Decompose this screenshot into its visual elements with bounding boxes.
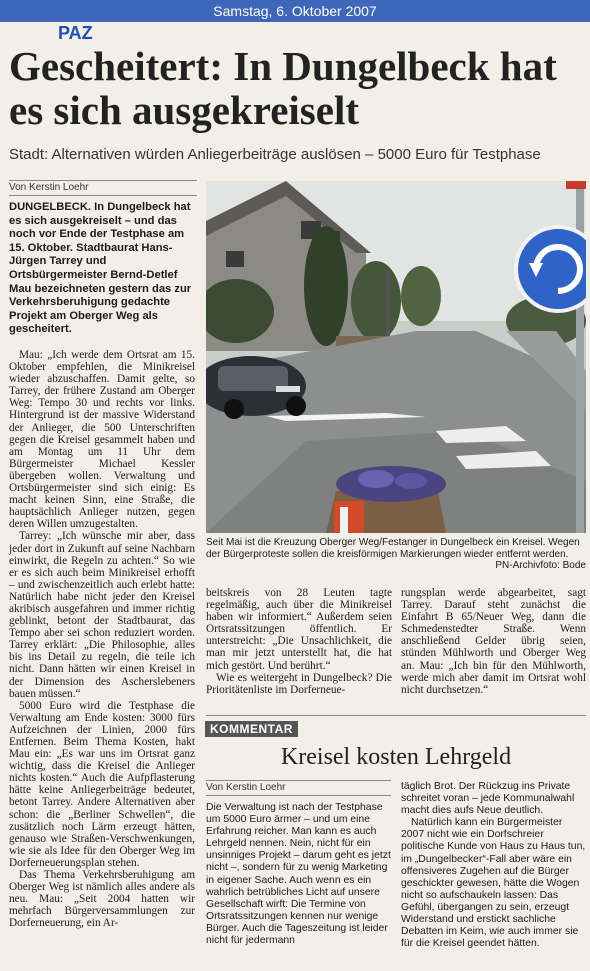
kommentar-paragraph: Die Verwaltung ist nach der Testphase um 5000 Euro ärmer – und um eine Erfahrung reicher. Man kann es auch Lehrgeld nennen. Nein, nicht für ein unsinniges Projekt – darum geht es jetzt nicht –, sondern für zu wenig Marketing in eigener Sache. Auch wenn es ein wahrlich betrübliches Licht auf unsere Gesellschaft wirft: Die Termine von Ortsratssitzungen kennen nur wenige Bürger. Auch die Tageszeitung ist leider nicht für jedermann (206, 802, 391, 947)
kommentar-label: KOMMENTAR (205, 721, 298, 737)
kommentar-title: Kreisel kosten Lehrgeld (280, 744, 512, 770)
headline: Gescheitert: In Dungelbeck hat es sich ausgekreiselt (9, 43, 557, 133)
kommentar-column-2 (401, 781, 586, 950)
kommentar-byline-rule-bottom (206, 795, 391, 796)
lead-paragraph: DUNGELBECK. In Dungelbeck hat es sich ausgekreiselt – und das noch vor Ende der Testphase am 15. Oktober. Stadtbaurat Hans-Jürgen Tarrey und Ortsbürgermeister Bernd-Detlef Mau bezeichneten gestern das zur Verkehrsberuhigung gedachte Projekt am Oberger Weg als gescheitert. (9, 201, 192, 336)
article-paragraph: Mau: „Ich werde dem Ortsrat am 15. Oktober empfehlen, die Minikreisel wieder abzuschaffen. Damit gelte, so Tarrey, der frühere Zustand am Oberger Weg: Tempo 30 und rechts vor links. Hintergrund ist der massive Widerstand der Anlieger, die 500 Unterschriften gegen die Kreisel gesammelt haben und am Montag um 11 Uhr dem Bürgermeister Michael Kessler übergeben wollen. Verwaltung und Ortsbürgermeister sind sich einig: Es macht keinen Sinn, eine Straße, die hauptsächlich Anlieger nutzen, gegen deren Willen umzugestalten. (9, 349, 195, 531)
byline-rule-bottom (9, 195, 197, 196)
date-bar: Samstag, 6. Oktober 2007 (0, 0, 590, 22)
kommentar-paragraph: Natürlich kann ein Bürgermeister 2007 nicht wie ein Dorfschreier politische Kunde von Haus zu Haus tun, im „Dungelbecker“-Fall aber wäre ein offensiveres Zugehen auf die Bürger geschickter gewesen, hätte die Wogen nicht so aufschaukeln lassen: Das Gefühl, übergangen zu sein, erzeugt Widerstand und erstickt sachliche Debatten im Keim, wie auch immer sie für die Kreisel geendet hätten. (401, 817, 586, 950)
photo-credit: PN-Archivfoto: Bode (495, 560, 586, 572)
article-paragraph: beitskreis von 28 Leuten tagte regelmäßig, auch über die Minikreisel haben wir informiert.“ Außerdem seien Ortsratssitzungen öffentlich. Er unterstreicht: „Die Unsachlichkeit, die man mir jetzt unterstellt hat, die hat mich gestört. Und berührt.“ (206, 587, 392, 672)
article-paragraph: rungsplan werde abgearbeitet, sagt Tarrey. Darauf steht zunächst die Einfahrt B 65/Neuer Weg, dann die Schmedenstedter Straße. Wenn anschließend Gelder übrig seien, stünden Mühlworth und Oberger Weg an. Mau: „Ich bin für den Mühlworth, werde mich aber damit im Ortsrat wohl nicht durchsetzen.“ (401, 587, 586, 696)
article-paragraph: Das Thema Verkehrsberuhigung am Oberger Weg ist nämlich alles andere als neu. Mau: „Seit 2004 hatten wir mehrfach Bürgerversammlungen zur Dorferneuerung, ein Ar- (9, 869, 195, 930)
roundabout-street-image (206, 181, 586, 533)
kommentar-byline: Von Kerstin Loehr (206, 782, 286, 793)
kommentar-byline-rule (206, 780, 391, 781)
publication-logo: PAZ (58, 23, 93, 43)
kommentar-paragraph: täglich Brot. Der Rückzug ins Private schreitet voran – jede Kommunalwahl macht dies aufs Neue deutlich. (401, 781, 575, 817)
article-column-1 (9, 349, 195, 930)
article-column-3 (401, 587, 586, 696)
article-paragraph: 5000 Euro wird die Testphase die Verwaltung am Ende kosten: 3000 fürs Aufzeichnen der Linien, 2000 fürs Entfernen. Beim Thema Kosten, hakt Mau ein: „Es war uns im Ortsrat ganz wichtig, dass die Kreisel die Anlieger nichts kosten.“ Auch die Aufpflasterung hätte keine Anliegerbeiträge bedeutet, betont Tarrey. Andere Alternativen aber schon: die „Berliner Schwellen“, die zusätzlich noch Lärm erzeugt hätten, genauso wie Straßen-Verschwenkungen, wie sie als Idee für den Oberger Weg im Dorferneuerungsplan stehen. (9, 699, 195, 869)
article-paragraph: Wie es weitergeht in Dungelbeck? Die Prioritätenliste im Dorferneue- (206, 671, 392, 696)
photo-caption-block (206, 537, 586, 572)
kommentar-rule (206, 715, 586, 716)
kommentar-column-1 (206, 802, 392, 947)
byline-rule (9, 180, 197, 181)
byline: Von Kerstin Loehr (9, 182, 89, 193)
article-paragraph: Tarrey: „Ich wünsche mir aber, dass jeder dort in Zukunft auf seine Nachbarn einwirkt, die Regeln zu achten.“ So wie er es sich auch beim Minikreisel erhofft – und zwischenzeitlich auch erlebt hatte: Natürlich habe nicht jeder den Kreisel akribisch ausgefahren und immer richtig geblinkt, betont der Stadtbaurat, das Tempo aber sei schon reduziert worden. Tarrey erklärt: „Die Philosophie, alles bis ins Detail zu regeln, die teile ich nicht. Dann hätten wir einen Kreisel in der Dimension des Ascherslebeners bauen müssen.“ (9, 530, 195, 700)
subheadline: Stadt: Alternativen würden Anliegerbeiträge auslösen – 5000 Euro für Testphase (9, 146, 541, 163)
street-photo (206, 181, 586, 533)
photo-caption: Seit Mai ist die Kreuzung Oberger Weg/Festanger in Dungelbeck ein Kreisel. Wegen der Bürgerproteste sollen die kreisförmigen Markierungen wieder entfernt werden. (206, 537, 580, 560)
article-column-2 (206, 587, 392, 696)
